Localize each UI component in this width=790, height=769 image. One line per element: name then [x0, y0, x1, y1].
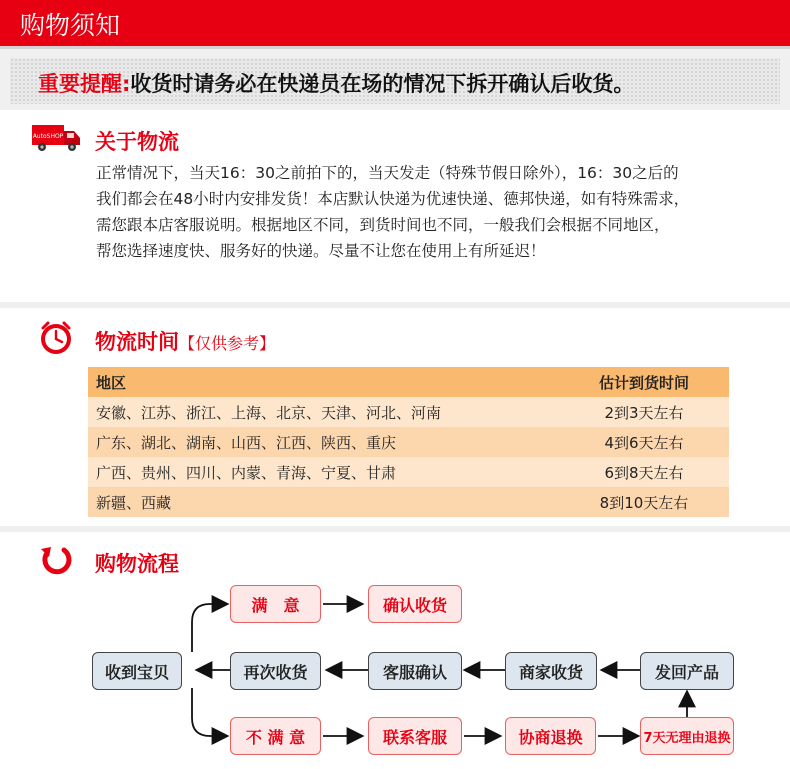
time-cell: 8到10天左右 [599, 493, 689, 512]
logistics-line: 正常情况下，当天16：30之前拍下的，当天发走（特殊节假日除外），16：30之后的 [96, 164, 679, 182]
page-title: 购物须知 [20, 11, 121, 40]
time-cell: 2到3天左右 [604, 403, 684, 422]
region-cell: 广东、湖北、湖南、山西、江西、陕西、重庆 [96, 433, 397, 452]
region-cell: 广西、贵州、四川、内蒙、青海、宁夏、甘肃 [96, 463, 397, 482]
satisfied-box: 满 意 [230, 585, 321, 623]
time-cell: 4到6天左右 [604, 433, 684, 452]
header-region: 地区 [96, 373, 127, 392]
reference-note: 【仅供参考】 [179, 334, 276, 353]
confirm-receipt-box: 确认收货 [368, 585, 462, 623]
received-goods-box: 收到宝贝 [92, 652, 182, 690]
region-cell: 新疆、西藏 [96, 493, 172, 512]
logistics-line: 我们都会在48小时内安排发货！本店默认快递为优速快递、德邦快递，如有特殊需求， [96, 190, 690, 208]
header-time: 估计到货时间 [598, 373, 689, 392]
negotiate-exchange-box: 协商退换 [505, 717, 596, 755]
time-cell: 6到8天左右 [604, 463, 684, 482]
merchant-receive-box: 商家收货 [505, 652, 597, 690]
delivery-time-heading: 物流时间 [95, 330, 179, 354]
re-receive-box: 再次收货 [230, 652, 321, 690]
notice-text: 收货时请务必在快递员在场的情况下拆开确认后收货。 [130, 72, 635, 96]
seven-day-return-box: 7天无理由退换 [640, 717, 734, 755]
logistics-line: 帮您选择速度快、服务好的快递。尽量不让您在使用上有所延迟！ [96, 242, 546, 260]
service-confirm-box: 客服确认 [368, 652, 462, 690]
unsatisfied-box: 不 满 意 [230, 717, 321, 755]
return-product-box: 发回产品 [640, 652, 734, 690]
region-cell: 安徽、江苏、浙江、上海、北京、天津、河北、河南 [96, 403, 442, 422]
process-title: 购物流程 [95, 552, 179, 576]
logistics-title: 关于物流 [95, 130, 179, 154]
notice-label: 重要提醒: [38, 72, 131, 96]
truck-logo-text: AutoSHOP [32, 133, 64, 140]
logistics-line: 需您跟本店客服说明。根据地区不同，到货时间也不同，一般我们会根据不同地区， [96, 216, 670, 234]
contact-service-box: 联系客服 [368, 717, 462, 755]
